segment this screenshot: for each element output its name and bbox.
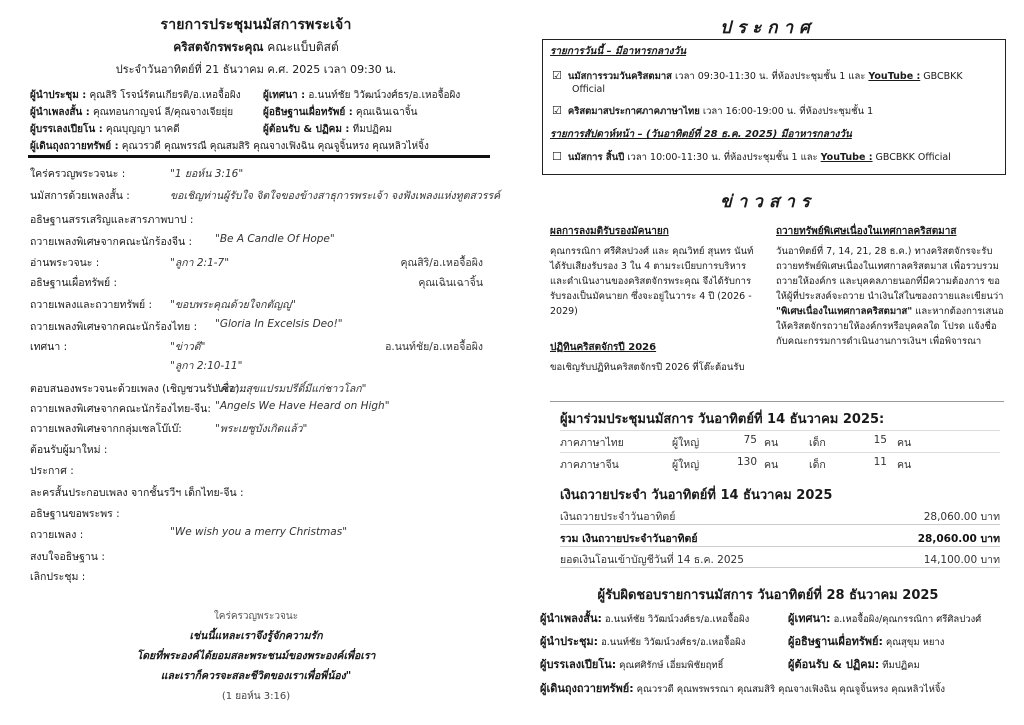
attend-lang: ภาคภาษาจีน <box>560 459 619 471</box>
news-offering-heading: ถวายทรัพย์พิเศษเนื่องในเทศกาลคริสตมาส <box>776 226 957 237</box>
meta-offering-collectors: ผู้เดินถุงถวายทรัพย์ : คุณวรวดี คุณพรรณี คุณสมสิริ คุณจางเฟิงฉิน คุณจูจิ้นหรง คุณหลิวไห่จิ้ง <box>30 141 429 152</box>
youtube-link[interactable]: YouTube : <box>820 152 873 163</box>
duty-item: ผู้เดินถุงถวายทรัพย์: คุณวรวดี คุณพรพรรณา คุณสมสิริ คุณจางเฟิงฉิน คุณจูจิ้นหรง คุณหลิวไห่จิ้ง <box>540 682 946 695</box>
order-item-detail: "ลูกา 2:1-7" <box>170 257 230 269</box>
order-item-label: นมัสการด้วยเพลงสั้น : <box>30 190 130 202</box>
attend-adult-count: 130 <box>736 456 757 468</box>
order-item-label: ถวายเพลงพิเศษจากคณะนักร้องไทย-จีน: <box>30 403 211 415</box>
order-item-detail: "Angels We Have Heard on High" <box>215 400 390 412</box>
attend-child-label: เด็ก <box>809 437 826 449</box>
church-name: คริสตจักรพระคุณ <box>173 40 264 54</box>
order-item-label: ละครสั้นประกอบเพลง จากชั้นรวีฯ เด็กไทย-จีน : <box>30 487 244 499</box>
order-item-detail: "Be A Candle Of Hope" <box>215 233 335 245</box>
order-item-label: เลิกประชุม : <box>30 571 86 583</box>
duty-item: ผู้อธิษฐานเผื่อทรัพย์: คุณสุขุม หยาง <box>788 635 945 648</box>
attend-adult-count: 75 <box>743 434 757 446</box>
offering-amount: 14,100.00 บาท <box>923 554 1000 566</box>
service-date: ประจำวันอาทิตย์ที่ 21 ธันวาคม ค.ศ. 2025 เวลา 09:30 น. <box>115 63 397 76</box>
news-calendar-body: ขอเชิญรับปฏิทินคริสตจักรปี 2026 ที่โต๊ะต้อนรับ <box>550 362 745 373</box>
checkbox-icon: ☑ <box>552 69 562 82</box>
service-title: รายการประชุมนมัสการพระเจ้า <box>160 17 352 33</box>
order-item-detail: "ลูกา 2:10-11" <box>170 360 243 372</box>
attend-child-count: 11 <box>873 456 887 468</box>
duty-item: ผู้ต้อนรับ & ปฏิคม: ทีมปฏิคม <box>788 658 920 671</box>
attend-unit: คน <box>764 437 779 449</box>
order-item-person: คุณสิริ/อ.เหอจื้อผิง <box>400 257 483 269</box>
order-item-label: อธิษฐานสรรเสริญและสารภาพบาป : <box>30 214 194 226</box>
next-week-heading: รายการสัปดาห์หน้า – (วันอาทิตย์ที่ 28 ธ.ค. 2025) มีอาหารกลางวัน <box>550 129 852 140</box>
row-divider <box>560 452 1000 453</box>
verse-line-2: โดยที่พระองค์ได้ยอมสละพระชนม์ของพระองค์เพื่อเรา <box>136 650 376 662</box>
attend-child-count: 15 <box>873 434 887 446</box>
order-item-label: ถวายเพลงพิเศษจากคณะนักร้องไทย : <box>30 321 198 333</box>
duty-item: ผู้นำประชุม: อ.นนท์ชัย วิวัฒน์วงศ์ธร/อ.เหอจื้อผิง <box>540 635 746 648</box>
attend-adult-label: ผู้ใหญ่ <box>672 437 700 449</box>
meditation-title: ใคร่ครวญพระวจนะ <box>213 611 299 622</box>
order-item-detail: "Gloria In Excelsis Deo!" <box>215 318 343 330</box>
offering-label: ยอดเงินโอนเข้าบัญชีวันที่ 14 ธ.ค. 2025 <box>560 554 744 566</box>
right-page <box>512 0 1024 725</box>
meta-ushers: ผู้ต้อนรับ & ปฏิคม : ทีมปฏิคม <box>263 124 393 135</box>
order-item-detail: "ความสุขแปรมปรีดิ์มีแก่ชาวโลก" <box>215 383 367 395</box>
news-offering-body: วันอาทิตย์ที่ 7, 14, 21, 28 ธ.ค.) ทางคริสตจักรจะรับถวายทรัพย์พิเศษเนื่องในเทศกาลคริสตมาส เพื่อรวบรวมถวายให้องค์กร และบุคคลภายนอกที่มีความต้องการ ขอให้ผู้ที่ประสงค์จะถวาย นำเงินใส่ในซองถวายและเขียนว่า "พิเศษเนื่องในเทศกาลคริสตมาส" และหากต้องการเสนอให้คริสตจักรถวายให้องค์กรหรือบุคคลใด โปรด แจ้งชื่อกับคณะกรรมการดำเนินงานการเงินฯ เพื่อพิจารณา <box>776 246 1004 347</box>
news-deacon-body: คุณกรรณิกา ศรีศิลปวงศ์ และ คุณวิทย์ สุนทร นันท์ ได้รับเสียงรับรอง 3 ใน 4 ตามระเบียบการบริหารและดำเนินงานของคริสตจักรพระคุณ จึงได้รับการรับรองเป็นมัคนายก ซึ่งจะอยู่ในวาระ 4 ปี (2026 - 2029) <box>550 246 754 317</box>
church-name-line <box>0 38 512 57</box>
duty-item: ผู้เทศนา: อ.เหอจื้อผิง/คุณกรรณิกา ศรีศิลปวงศ์ <box>788 612 982 625</box>
verse-line-1: เช่นนี้แหละเราจึงรู้จักความรัก <box>189 630 323 642</box>
verse-reference: (1 ยอห์น 3:16) <box>221 691 291 702</box>
news-calendar-heading: ปฏิทินคริสตจักรปี 2026 <box>550 342 657 353</box>
next-item-1: ☐ นมัสการ สิ้นปี เวลา 10:00-11:30 น. ที่ห้องประชุมชั้น 1 และ YouTube : GBCBKK Official <box>552 150 951 163</box>
attend-unit: คน <box>764 459 779 471</box>
order-item-person: คุณเฉินเฉาจิ้น <box>418 277 483 289</box>
order-item-person: อ.นนท์ชัย/อ.เหอจื้อผิง <box>385 341 483 353</box>
offering-amount: 28,060.00 บาท <box>917 533 1000 545</box>
offering-amount: 28,060.00 บาท <box>923 511 1000 523</box>
announcements-title: ประกาศ <box>720 18 816 38</box>
section-divider <box>550 401 1004 402</box>
meta-leader: ผู้นำประชุม : คุณสิริ โรจน์รัตนเกียรติ/อ.เหอจื้อผิง <box>30 90 241 101</box>
meta-pianist: ผู้บรรเลงเปียโน : คุณบุญญา นาคดี <box>30 124 180 135</box>
order-item-label: ถวายเพลงพิเศษจากคณะนักร้องจีน : <box>30 236 193 248</box>
order-item-label: ถวายเพลง : <box>30 529 84 541</box>
order-item-label: อธิษฐานขอพระพร : <box>30 508 120 520</box>
order-item-label: ถวายเพลงพิเศษจากกลุ่มเซลโบ๊เบ๊: <box>30 423 182 435</box>
church-denomination: คณะแบ็บติสต์ <box>263 40 339 54</box>
order-item-detail: "ข่าวดี" <box>170 341 206 353</box>
attendance-heading: ผู้มาร่วมประชุมนมัสการ วันอาทิตย์ที่ 14 ธันวาคม 2025: <box>560 412 885 427</box>
today-item-1: ☑ นมัสการรวมวันคริสตมาส เวลา 09:30-11:30 น. ที่ห้องประชุมชั้น 1 และ YouTube : GBCBKK <box>552 69 963 82</box>
verse-line-3: และเราก็ควรจะสละชีวิตของเราเพื่อพี่น้อง" <box>160 670 352 682</box>
meta-preacher: ผู้เทศนา : อ.นนท์ชัย วิวัฒน์วงศ์ธร/อ.เหอจื้อผิง <box>263 90 461 101</box>
order-item-label: อ่านพระวจนะ : <box>30 257 100 269</box>
offering-label: รวม เงินถวายประจำวันอาทิตย์ <box>560 533 698 545</box>
news-deacon-heading: ผลการลงมติรับรองมัคนายก <box>550 226 669 237</box>
attend-adult-label: ผู้ใหญ่ <box>672 459 700 471</box>
meta-offering-prayer: ผู้อธิษฐานเผื่อทรัพย์ : คุณเฉินเฉาจิ้น <box>263 107 418 118</box>
today-item-1-cont: Official <box>572 84 605 95</box>
offering-heading: เงินถวายประจำ วันอาทิตย์ที่ 14 ธันวาคม 2025 <box>560 488 833 503</box>
order-item-label: ตอบสนองพระวจนะด้วยเพลง (เชิญชวนรับเชื่อ) : <box>30 383 247 395</box>
news-title: ข่าวสาร <box>720 192 816 212</box>
attend-unit: คน <box>897 459 912 471</box>
order-item-detail: "ขอบพระคุณด้วยใจกตัญญู" <box>170 299 296 311</box>
attend-child-label: เด็ก <box>809 459 826 471</box>
meta-song-leader: ผู้นำเพลงสั้น : คุณทอนกาญจน์ ลี/คุณจางเจียยุ่ย <box>30 107 234 118</box>
order-item-label: ใคร่ครวญพระวจนะ : <box>30 168 126 180</box>
checkbox-icon: ☑ <box>552 104 562 117</box>
today-item-2: ☑ คริสตมาสประกาศภาคภาษาไทย เวลา 16:00-19:00 น. ที่ห้องประชุมชั้น 1 <box>552 104 874 117</box>
order-item-label: อธิษฐานเผื่อทรัพย์ : <box>30 277 118 289</box>
youtube-link[interactable]: YouTube : <box>868 71 921 82</box>
order-item-label: ถวายเพลงและถวายทรัพย์ : <box>30 299 153 311</box>
offering-label: เงินถวายประจำวันอาทิตย์ <box>560 511 676 523</box>
checkbox-icon: ☐ <box>552 150 562 163</box>
duty-heading: ผู้รับผิดชอบรายการนมัสการ วันอาทิตย์ที่ 28 ธันวาคม 2025 <box>597 588 939 603</box>
attend-unit: คน <box>897 437 912 449</box>
row-divider <box>560 430 1000 431</box>
duty-item: ผู้บรรเลงเปียโน: คุณศศิรักษ์ เอี่ยมพิชัยฤทธิ์ <box>540 658 724 671</box>
today-heading: รายการวันนี้ – มีอาหารกลางวัน <box>550 46 687 57</box>
order-item-label: สงบใจอธิษฐาน : <box>30 551 105 563</box>
duty-item: ผู้นำเพลงสั้น: อ.นนท์ชัย วิวัฒน์วงศ์ธร/อ.เหอจื้อผิง <box>540 612 750 625</box>
attend-lang: ภาคภาษาไทย <box>560 437 624 449</box>
order-item-detail: "พระเยซูบังเกิดแล้ว" <box>215 423 308 435</box>
order-item-detail: ขอเชิญท่านผู้รับใจ จิตใจของข้างสาธุการพระเจ้า จงฟังเพลงแห่งทูตสวรรค์ <box>170 190 501 202</box>
order-item-detail: "1 ยอห์น 3:16" <box>170 168 244 180</box>
order-item-label: ประกาศ : <box>30 465 74 477</box>
header-divider <box>28 155 490 158</box>
order-item-detail: "We wish you a merry Christmas" <box>170 526 348 538</box>
order-item-label: ต้อนรับผู้มาใหม่ : <box>30 444 108 456</box>
order-item-label: เทศนา : <box>30 341 68 353</box>
